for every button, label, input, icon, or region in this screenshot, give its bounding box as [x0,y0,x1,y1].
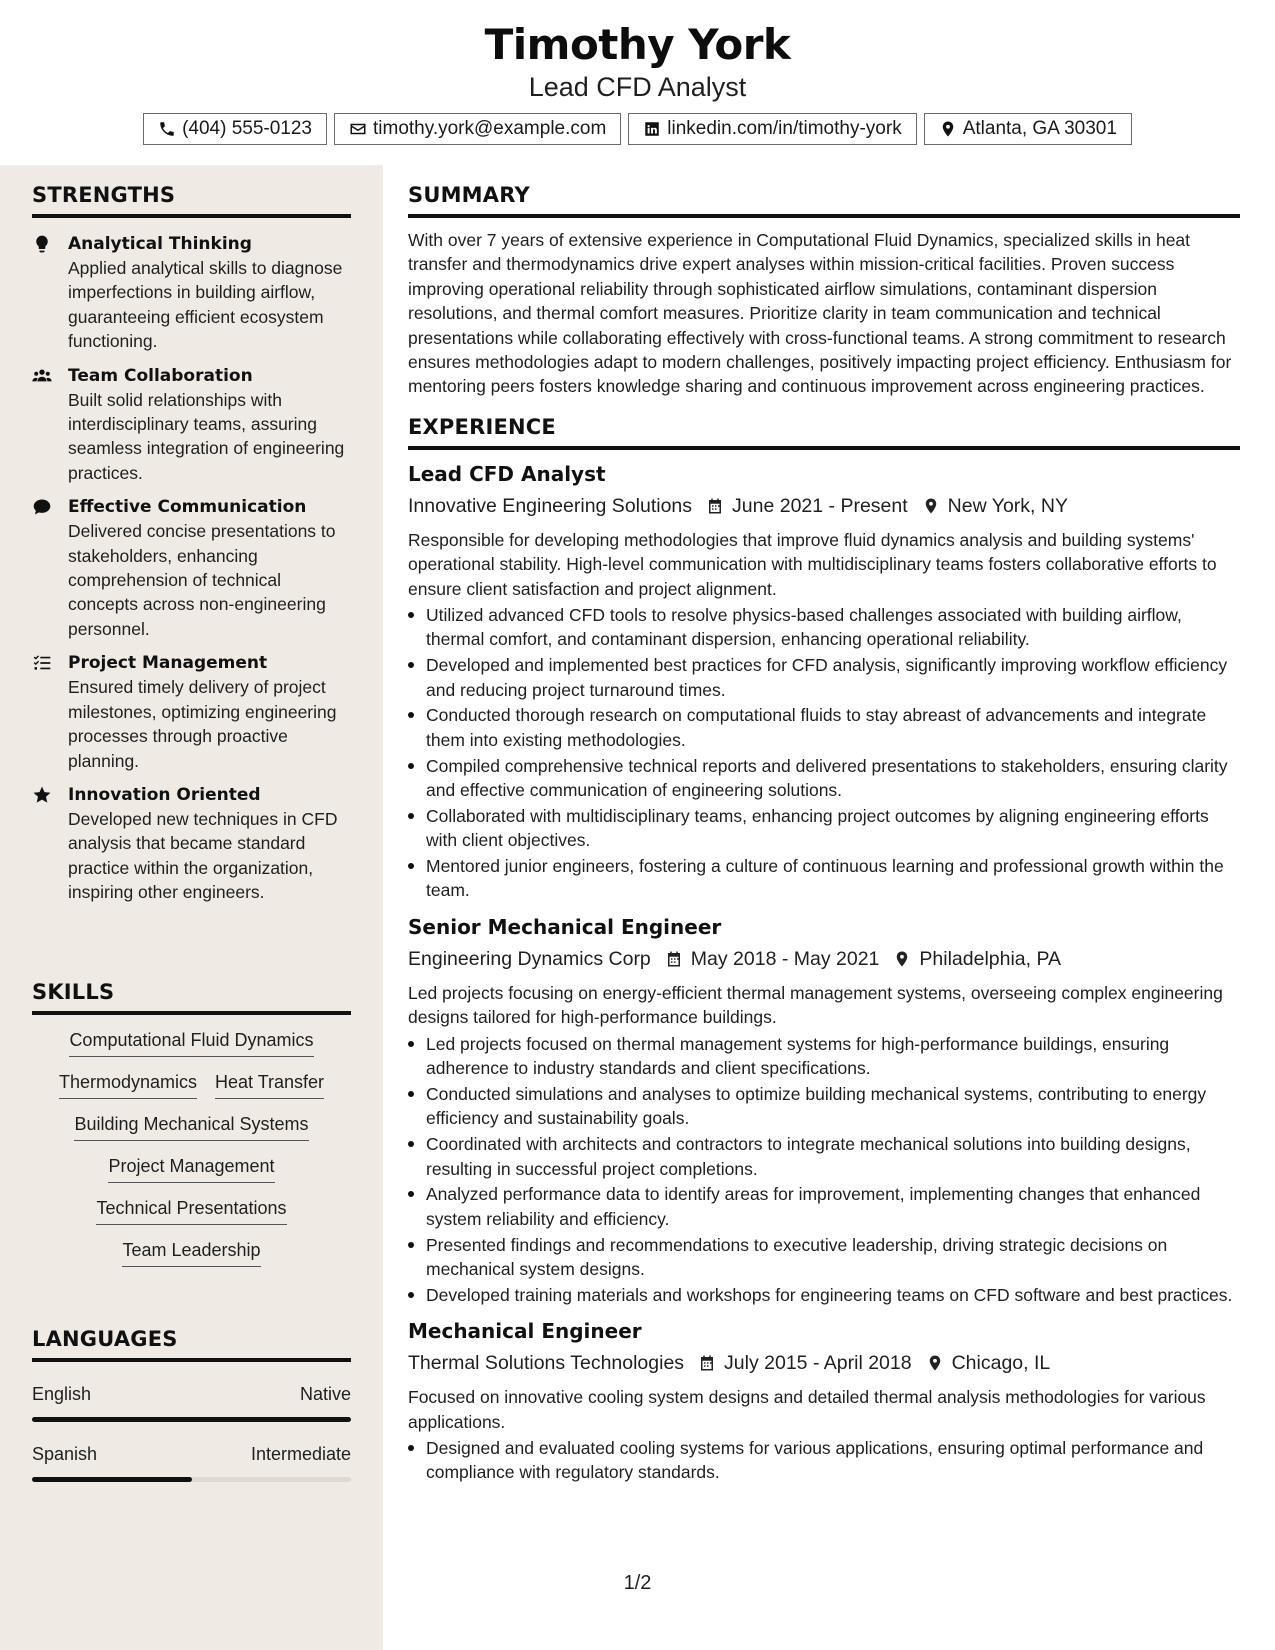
contact-phone[interactable] [143,113,327,145]
experience-section [408,415,1240,1485]
job-entry [408,913,1240,1307]
languages-heading: LANGUAGES [32,1327,178,1351]
job-dates: July 2015 - April 2018 [724,1352,912,1375]
envelope-icon [349,120,367,138]
list-item: Conducted thorough research on computational fluids to stay abreast of advancements and integrate them into existing methodologies. [408,703,1240,752]
list-item: Developed training materials and workshops for engineering teams on CFD software and best practices. [408,1283,1240,1307]
strengths-section [32,183,351,905]
map-pin-icon [922,497,940,515]
linkedin-icon [643,120,661,138]
calendar-icon [665,950,683,968]
strength-item [32,783,351,905]
candidate-role: Lead CFD Analyst [528,72,747,102]
strength-title: Project Management [68,653,268,674]
phone-icon [158,120,176,138]
job-title: Mechanical Engineer [408,1319,642,1344]
section-divider [408,214,1240,218]
job-list [408,460,1240,1485]
job-bullets [408,603,1240,903]
job-title: Lead CFD Analyst [408,461,606,486]
skill-tag: Heat Transfer [215,1069,324,1099]
calendar-icon [698,1354,716,1372]
languages-section [32,1327,351,1482]
language-proficiency-fill [32,1477,192,1482]
language-item [32,1384,351,1422]
job-title: Senior Mechanical Engineer [408,914,722,939]
skill-tag: Technical Presentations [96,1195,286,1225]
strength-item [32,232,351,354]
map-pin-icon [893,950,911,968]
job-location: New York, NY [947,494,1068,517]
summary-text: With over 7 years of extensive experience in Computational Fluid Dynamics, specialized skills in heat transfer and thermodynamics drive expert analyses within mission-critical facilities. Proven success improving operational reliability through sophisticated airflow simulations, contaminant dispersion resolutions, and thermal comfort measures. Prioritize clarity in team communication and technical presentations while collaborating effectively with cross-functional teams. A strong commitment to research ensures methodologies adapt to modern challenges, positively impacting project efficiency. Enthusiasm for mentoring peers fosters knowledge sharing and continuous improvement across engineering practices. [408,230,1232,397]
strength-title: Innovation Oriented [68,784,261,805]
users-icon [32,366,52,386]
list-item: Compiled comprehensive technical reports and delivered presentations to stakeholders, ensuring clarity and effective communication of engineering solutions. [408,754,1240,803]
job-company: Thermal Solutions Technologies [408,1352,685,1375]
job-company: Engineering Dynamics Corp [408,947,651,970]
job-location: Chicago, IL [951,1352,1051,1375]
job-dates: June 2021 - Present [732,494,908,517]
calendar-icon [706,497,724,515]
list-item: Analyzed performance data to identify areas for improvement, implementing changes that enhanced system reliability and efficiency. [408,1182,1240,1231]
strength-title: Analytical Thinking [68,234,252,254]
language-name: English [32,1384,92,1404]
list-item: Conducted simulations and analyses to optimize building mechanical systems, contributing to energy efficiency and sustainability goals. [408,1082,1240,1131]
job-description: Led projects focusing on energy-efficient thermal management systems, overseeing complex engineering designs tailored for high-performance buildings. [408,982,1223,1028]
job-location: Philadelphia, PA [919,947,1062,970]
contact-bar [0,113,1275,145]
checklist-icon [32,653,52,673]
language-level: Native [299,1384,351,1404]
language-name: Spanish [32,1444,98,1464]
strength-desc: Delivered concise presentations to stakeholders, enhancing comprehension of technical concepts across non-engineering personnel. [68,521,336,639]
job-meta [408,945,1240,973]
skill-tag: Project Management [108,1153,274,1183]
job-meta [408,1349,1240,1377]
job-meta [408,492,1240,520]
job-description: Responsible for developing methodologies that improve fluid dynamics analysis and building systems' operational stability. High-level communication with multidisciplinary teams fosters collaborative efforts to ensure client satisfaction and project alignment. [408,529,1217,599]
summary-section [408,183,1240,399]
section-divider [408,446,1240,450]
job-bullets [408,1032,1240,1307]
linkedin-text: linkedin.com/in/timothy-york [667,118,902,139]
summary-heading: SUMMARY [408,183,530,207]
location-text: Atlanta, GA 30301 [962,118,1117,139]
job-entry [408,1317,1240,1485]
skills-heading: SKILLS [32,980,115,1004]
section-divider [32,1358,351,1362]
sidebar [0,165,383,1650]
section-divider [32,1011,351,1015]
contact-linkedin[interactable] [628,113,916,145]
list-item: Utilized advanced CFD tools to resolve physics-based challenges associated with building airflow, thermal comfort, and contaminant dispersion, enhancing operational reliability. [408,603,1240,652]
strengths-heading: STRENGTHS [32,183,176,207]
experience-heading: EXPERIENCE [408,414,556,439]
resume-header [0,0,1275,165]
strength-desc: Developed new techniques in CFD analysis that became standard practice within the organization, inspiring other engineers. [68,808,338,903]
skill-tag: Team Leadership [122,1237,260,1267]
page-number: 1/2 [623,1572,652,1594]
star-icon [32,785,52,805]
language-proficiency-bar [32,1417,351,1422]
language-proficiency-fill [32,1417,351,1422]
strength-desc: Ensured timely delivery of project milestones, optimizing engineering processes through proactive planning. [68,677,337,771]
candidate-name: Timothy York [484,20,791,69]
list-item: Developed and implemented best practices for CFD analysis, significantly improving workflow efficiency and reducing project turnaround times. [408,653,1240,702]
map-pin-icon [939,120,957,138]
list-item: Presented findings and recommendations to executive leadership, driving strategic decisions on mechanical system designs. [408,1233,1240,1282]
contact-location[interactable] [924,113,1132,145]
list-item: Coordinated with architects and contractors to integrate mechanical solutions into building designs, resulting in successful project completions. [408,1132,1240,1181]
section-divider [32,214,351,218]
language-proficiency-bar [32,1477,351,1482]
skill-tag: Building Mechanical Systems [74,1111,308,1141]
strength-title: Effective Communication [68,497,307,518]
list-item: Collaborated with multidisciplinary teams, enhancing project outcomes by aligning engineering efforts with client objectives. [408,804,1240,853]
list-item: Designed and evaluated cooling systems for various applications, ensuring optimal performance and compliance with regulatory standards. [408,1436,1240,1485]
map-pin-icon [926,1354,944,1372]
strength-item [32,495,351,641]
list-item: Mentored junior engineers, fostering a culture of continuous learning and professional growth within the team. [408,854,1240,903]
language-level: Intermediate [250,1444,351,1464]
lightbulb-icon [32,234,52,254]
skill-tag: Computational Fluid Dynamics [69,1027,313,1057]
strength-title: Team Collaboration [68,365,253,386]
job-entry [408,460,1240,903]
contact-email[interactable] [334,113,621,145]
job-bullets [408,1436,1240,1485]
job-dates: May 2018 - May 2021 [690,947,880,970]
comment-icon [32,497,52,517]
skills-section [32,980,351,1267]
strength-item [32,364,351,486]
strength-desc: Built solid relationships with interdisciplinary teams, assuring seamless integration of engineering practices. [68,389,345,483]
strength-desc: Applied analytical skills to diagnose imperfections in building airflow, guaranteeing efficient ecosystem functioning. [68,258,343,352]
main-content [408,183,1240,1486]
list-item: Led projects focused on thermal management systems for high-performance buildings, ensuring adherence to industry standards and client specifications. [408,1032,1240,1081]
skill-tag: Thermodynamics [59,1069,197,1099]
email-text: timothy.york@example.com [373,118,607,139]
phone-text: (404) 555-0123 [182,118,312,139]
job-company: Innovative Engineering Solutions [408,494,693,517]
job-description: Focused on innovative cooling system designs and detailed thermal analysis methodologies for various applications. [408,1387,1206,1432]
language-item [32,1444,351,1482]
strength-item [32,651,351,773]
